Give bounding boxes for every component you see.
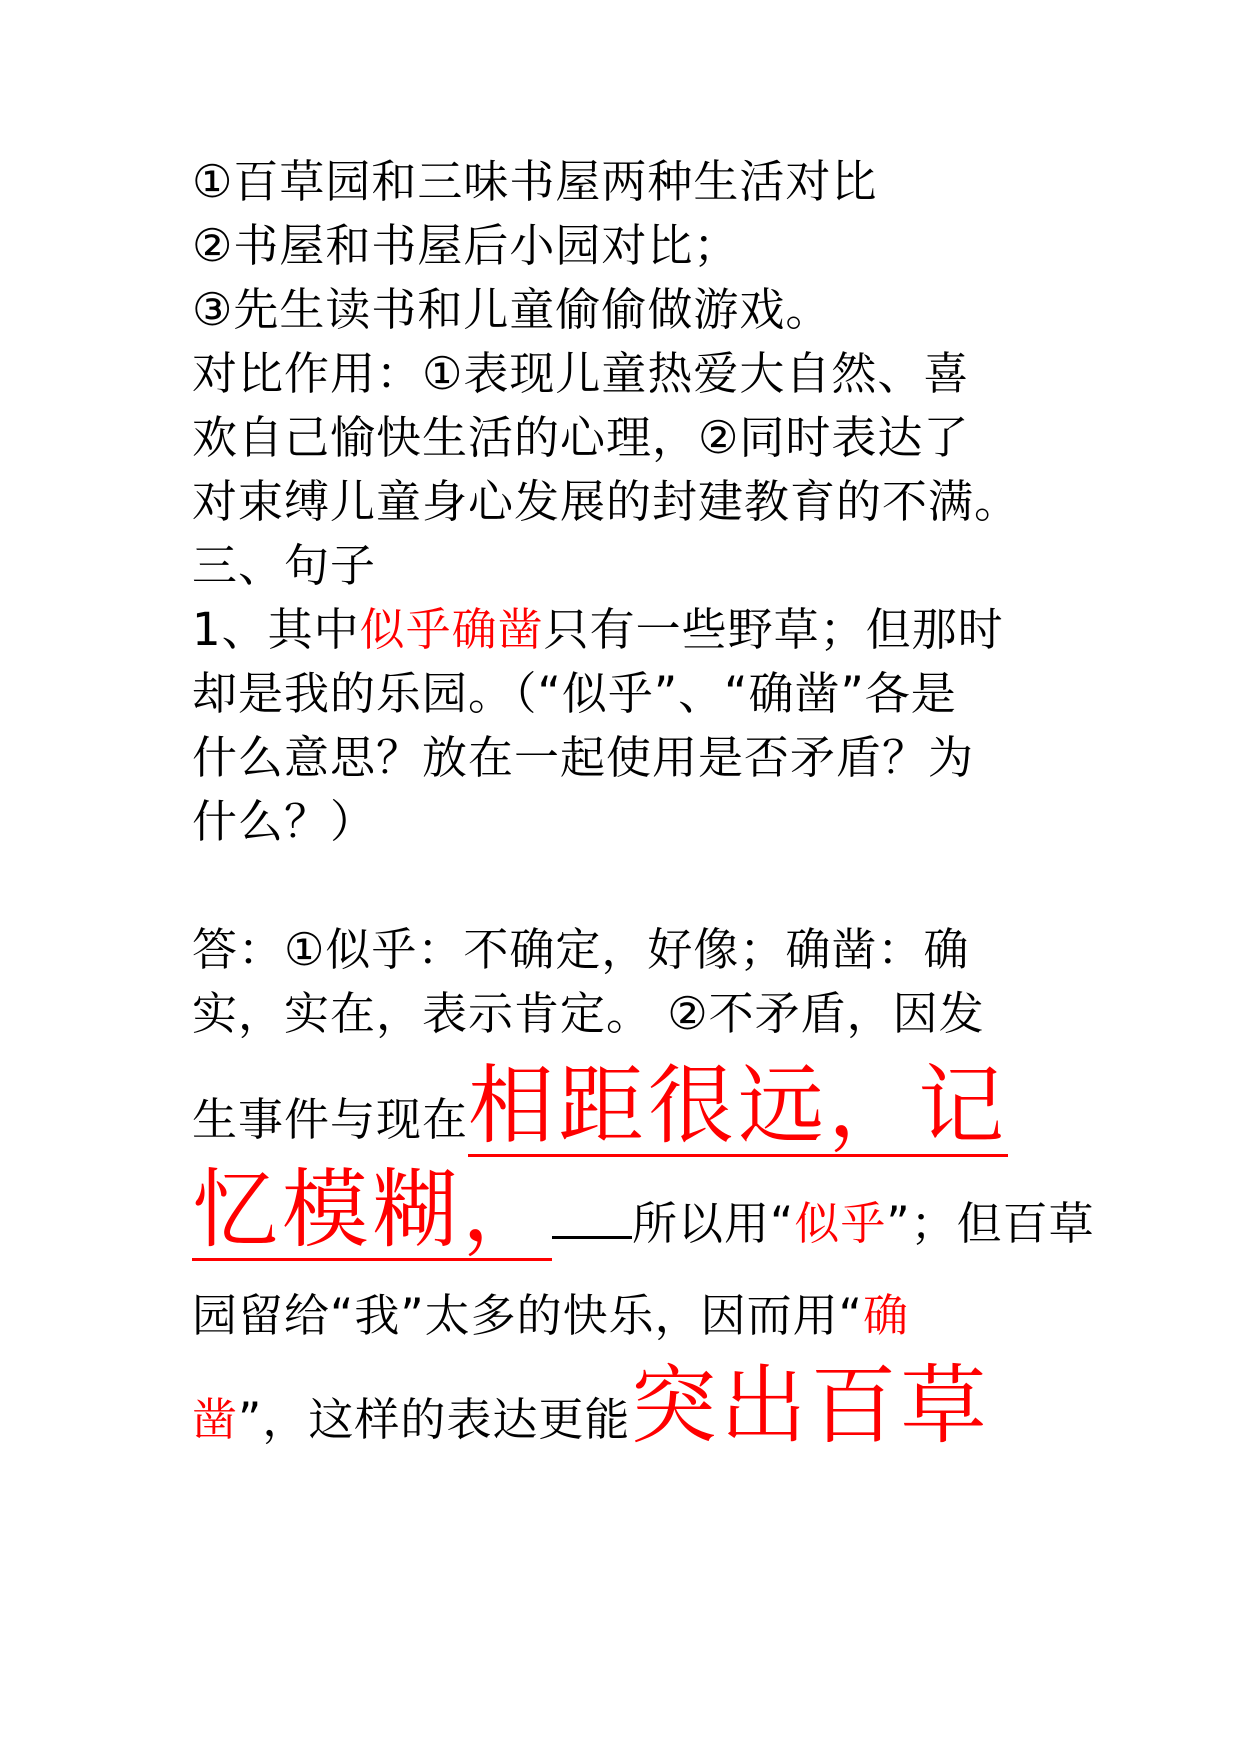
answer-line-4-red: 似乎 xyxy=(794,1197,887,1250)
answer-line-1: 答：①似乎：不确定，好像；确凿：确 xyxy=(192,923,970,976)
fill-blank-2: 忆模糊， xyxy=(192,1160,552,1260)
blank-spacer xyxy=(192,854,1062,918)
text-line-2: ②书屋和书屋后小园对比； xyxy=(192,219,740,272)
text-line-4: 对比作用：①表现儿童热爱大自然、喜 xyxy=(192,347,970,400)
fill-blank-3: 突出百草 xyxy=(630,1356,991,1456)
text-line-5: 欢自己愉快生活的心理，②同时表达了 xyxy=(192,411,970,464)
question-suffix: 只有一些野草；但那时 xyxy=(543,603,1004,656)
question-line-2: 却是我的乐园。（“似乎”、“确凿”各是 xyxy=(192,667,957,720)
question-line-1 xyxy=(192,598,1062,662)
underline-blank xyxy=(552,1176,632,1239)
answer-line-6 xyxy=(192,1358,1062,1454)
answer-line-4-text2: ”；但百草 xyxy=(886,1197,1095,1250)
question-line-4: 什么？） xyxy=(192,795,377,848)
answer-line-3 xyxy=(192,1058,1062,1154)
answer-line-5-red: 确 xyxy=(862,1289,909,1342)
text-line-6: 对束缚儿童身心发展的封建教育的不满。 xyxy=(192,475,1021,528)
text-line-3: ③先生读书和儿童偷偷做游戏。 xyxy=(192,283,832,336)
fill-blank-1: 相距很远，记 xyxy=(468,1056,1009,1156)
document-body xyxy=(192,150,1095,1456)
question-prefix: 1、其中 xyxy=(192,603,360,656)
question-highlight: 似乎确凿 xyxy=(359,603,544,656)
answer-line-5-text: 园留给“我”太多的快乐，因而用“ xyxy=(192,1289,863,1342)
answer-line-2: 实，实在，表示肯定。 ②不矛盾，因发 xyxy=(192,987,985,1040)
answer-line-4 xyxy=(192,1160,1095,1262)
answer-line-4-text1: 所以用“ xyxy=(632,1197,795,1250)
text-line-1: ①百草园和三味书屋两种生活对比 xyxy=(192,155,878,208)
question-line-3: 什么意思？放在一起使用是否矛盾？为 xyxy=(192,731,975,784)
answer-line-6-text: ”，这样的表达更能 xyxy=(238,1393,631,1446)
answer-line-6-red: 凿 xyxy=(192,1393,239,1446)
section-heading: 三、句子 xyxy=(192,539,377,592)
answer-line-3-prefix: 生事件与现在 xyxy=(192,1093,469,1146)
answer-line-5 xyxy=(192,1284,1062,1348)
